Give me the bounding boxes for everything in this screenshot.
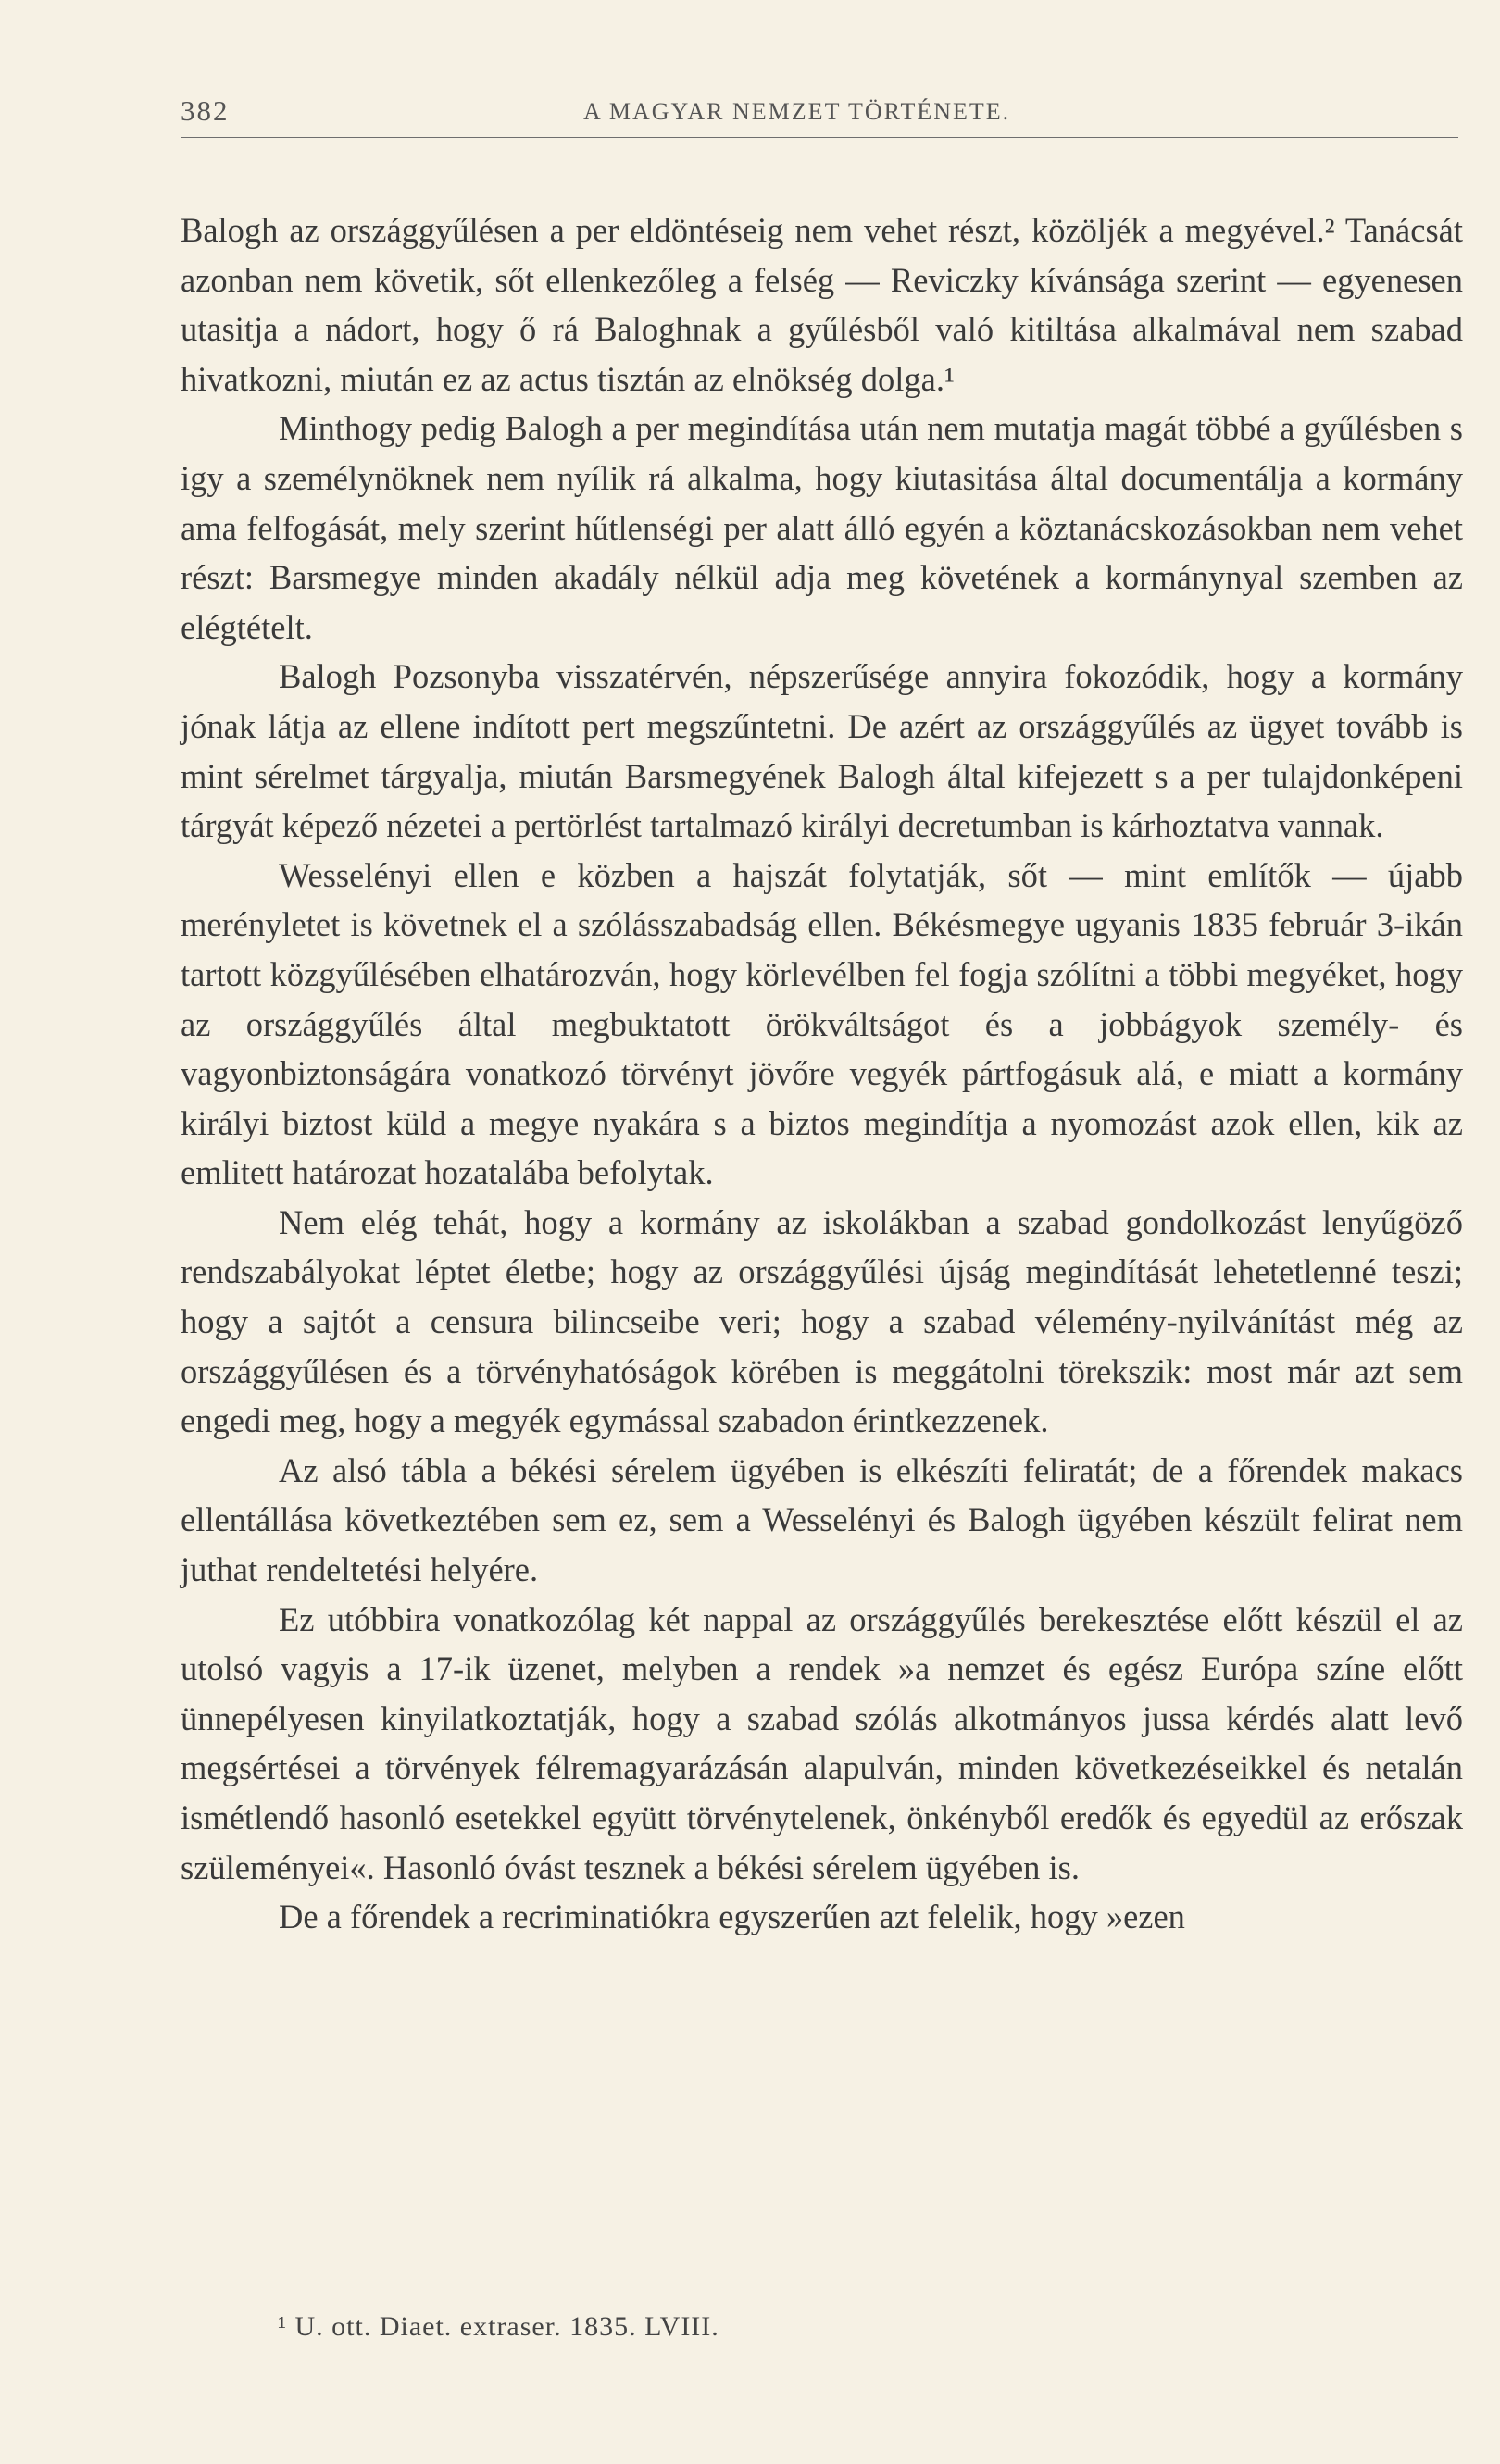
paragraph: Wesselényi ellen e közben a hajszát folytatják, sőt — mint említők — újabb merényletet is követnek el a szólásszabadság ellen. Békésmegye ugyanis 1835 február 3-ikán tartott közgyűlésében elhatározván, hogy körlevélben fel fogja szólítni a többi megyéket, hogy az országgyűlés által megbuktatott örökváltságot és a jobbágyok személy- és vagyonbiztonságára vonatkozó törvényt jövőre vegyék pártfogásuk alá, e miatt a kormány királyi biztost küld a megye nyakára s a biztos megindítja a nyomozást azok ellen, kik az emlitett határozat hozatalába befolytak. [181,855,1463,1192]
running-title: A MAGYAR NEMZET TÖRTÉNETE. [583,98,1011,125]
paragraph: Nem elég tehát, hogy a kormány az iskolákban a szabad gondolkozást lenyűgöző rendszabályokat léptet életbe; hogy az országgyűlési újság megindítását lehetetlenné teszi; hogy a sajtót a censura bilincseibe veri; hogy a szabad vélemény-nyilvánítást még az országgyűlésen és a törvényhatóságok körében is meggátolni törekszik: most már azt sem engedi meg, hogy a megyék egymással szabadon érintkezzenek. [181,1202,1463,1440]
footnote: ¹ U. ott. Diaet. extraser. 1835. LVIII. [278,2311,719,2342]
paragraph: Balogh Pozsonyba visszatérvén, népszerűsége annyira fokozódik, hogy a kormány jónak látja az ellene indított pert megszűntetni. De azért az országgyűlés az ügyet tovább is mint sérelmet tárgyalja, miután Barsmegyének Balogh által kifejezett s a per tulajdonképeni tárgyát képező nézetei a pertörlést tartalmazó királyi decretumban is kárhoztatva vannak. [181,657,1463,845]
paragraph: Minthogy pedig Balogh a per megindítása után nem mutatja magát többé a gyűlésben s igy a személynöknek nem nyílik rá alkalma, hogy kiutasitása által documentálja a kormány ama felfogását, mely szerint hűtlenségi per alatt álló egyén a köztanácskozásokban nem vehet részt: Barsmegye minden akadály nélkül adja meg követének a kormánynyal szemben az elégtételt. [181,409,1463,646]
paragraph: Az alsó tábla a békési sérelem ügyében is elkészíti feliratát; de a főrendek makacs ellentállása következtében sem ez, sem a Wesselényi és Balogh ügyében készült felirat nem juthat rendeltetési helyére. [181,1450,1463,1589]
page-number: 382 [181,94,230,127]
paragraph: Ez utóbbira vonatkozólag két nappal az országgyűlés berekesztése előtt készül el az utolsó vagyis a 17-ik üzenet, melyben a rendek »a nemzet és egész Európa színe előtt ünnepélyesen kinyilatkoztatják, hogy a szabad szólás alkotmányos jussa kérdés alatt levő megsértései a törvények félremagyarázásán alapulván, minden következéseikkel és netalán ismétlendő hasonló esetekkel együtt törvénytelenek, önkényből eredők és egyedül az erőszak szüleményei«. Hasonló óvást tesznek a békési sérelem ügyében is. [181,1599,1463,1886]
paragraph: Balogh az országgyűlésen a per eldöntéseig nem vehet részt, közöljék a megyével.² Tanácsát azonban nem követik, sőt ellenkezőleg a felség — Reviczky kívánsága szerint — egyenesen utasitja a nádort, hogy ő rá Baloghnak a gyűlésből való kitiltása alkalmával nem szabad hivatkozni, miután ez az actus tisztán az elnökség dolga.¹ [181,211,1463,398]
running-header [181,91,1458,138]
body-text [181,205,1463,1942]
paragraph: De a főrendek a recriminatiókra egyszerűen azt felelik, hogy »ezen [279,1898,1185,1936]
